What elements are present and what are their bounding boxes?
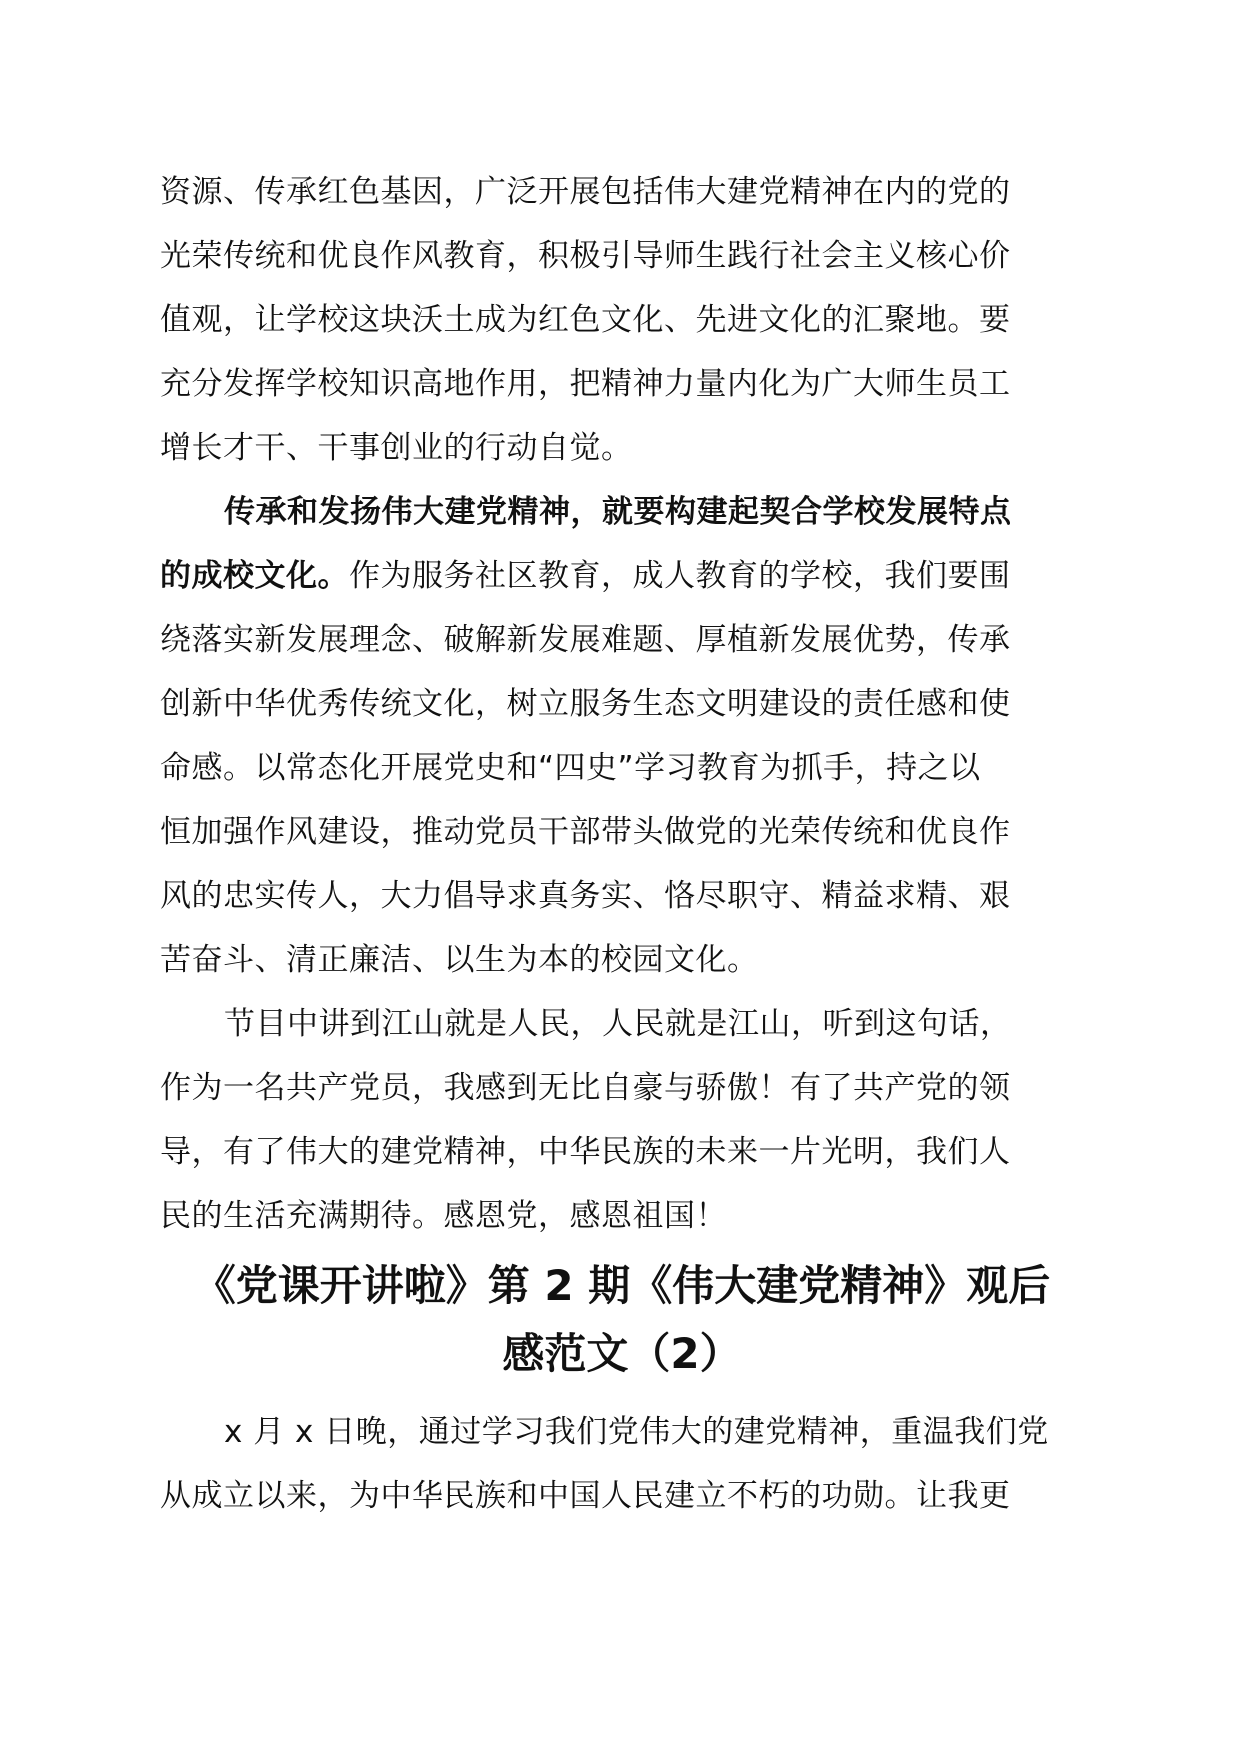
text-line: 作为一名共产党员，我感到无比自豪与骄傲！有了共产党的领 (160, 1070, 1011, 1106)
bold-lead-text: 的成校文化。 (160, 558, 349, 594)
text-line: 值观，让学校这块沃土成为红色文化、先进文化的汇聚地。要 (160, 302, 1011, 338)
text-line: 节目中讲到江山就是人民，人民就是江山，听到这句话， (224, 1006, 1012, 1042)
text-line (160, 544, 1080, 608)
text-run: 作为服务社区教育，成人教育的学校，我们要围 (349, 558, 1011, 594)
article-title (142, 1252, 1102, 1388)
text-line: 绕落实新发展理念、破解新发展难题、厚植新发展优势，传承 (160, 622, 1011, 658)
text-line: 命感。以常态化开展党史和“四史”学习教育为抓手，持之以 (160, 750, 981, 786)
paragraph-4 (160, 1400, 1080, 1528)
bold-heading-line: 传承和发扬伟大建党精神，就要构建起契合学校发展特点 (224, 494, 1012, 530)
text-line: 充分发挥学校知识高地作用，把精神力量内化为广大师生员工 (160, 366, 1011, 402)
text-line: 民的生活充满期待。感恩党，感恩祖国！ (160, 1198, 727, 1234)
text-line: 创新中华优秀传统文化，树立服务生态文明建设的责任感和使 (160, 686, 1011, 722)
paragraph-1 (160, 160, 1080, 480)
text-line: 风的忠实传人，大力倡导求真务实、恪尽职守、精益求精、艰 (160, 878, 1011, 914)
text-line: 增长才干、干事创业的行动自觉。 (160, 430, 633, 466)
text-line: x 月 x 日晚，通过学习我们党伟大的建党精神，重温我们党 (224, 1414, 1049, 1450)
title-line-2: 感范文（2） (502, 1329, 742, 1378)
text-line: 资源、传承红色基因，广泛开展包括伟大建党精神在内的党的 (160, 174, 1011, 210)
document-body (160, 160, 1080, 1528)
text-line: 从成立以来，为中华民族和中国人民建立不朽的功勋。让我更 (160, 1478, 1011, 1514)
text-line: 导，有了伟大的建党精神，中华民族的未来一片光明，我们人 (160, 1134, 1011, 1170)
paragraph-2 (160, 480, 1080, 992)
title-line-1: 《党课开讲啦》第 2 期《伟大建党精神》观后 (193, 1261, 1051, 1310)
text-line: 光荣传统和优良作风教育，积极引导师生践行社会主义核心价 (160, 238, 1011, 274)
text-line: 苦奋斗、清正廉洁、以生为本的校园文化。 (160, 942, 759, 978)
paragraph-3 (160, 992, 1080, 1248)
text-line: 恒加强作风建设，推动党员干部带头做党的光荣传统和优良作 (160, 814, 1011, 850)
